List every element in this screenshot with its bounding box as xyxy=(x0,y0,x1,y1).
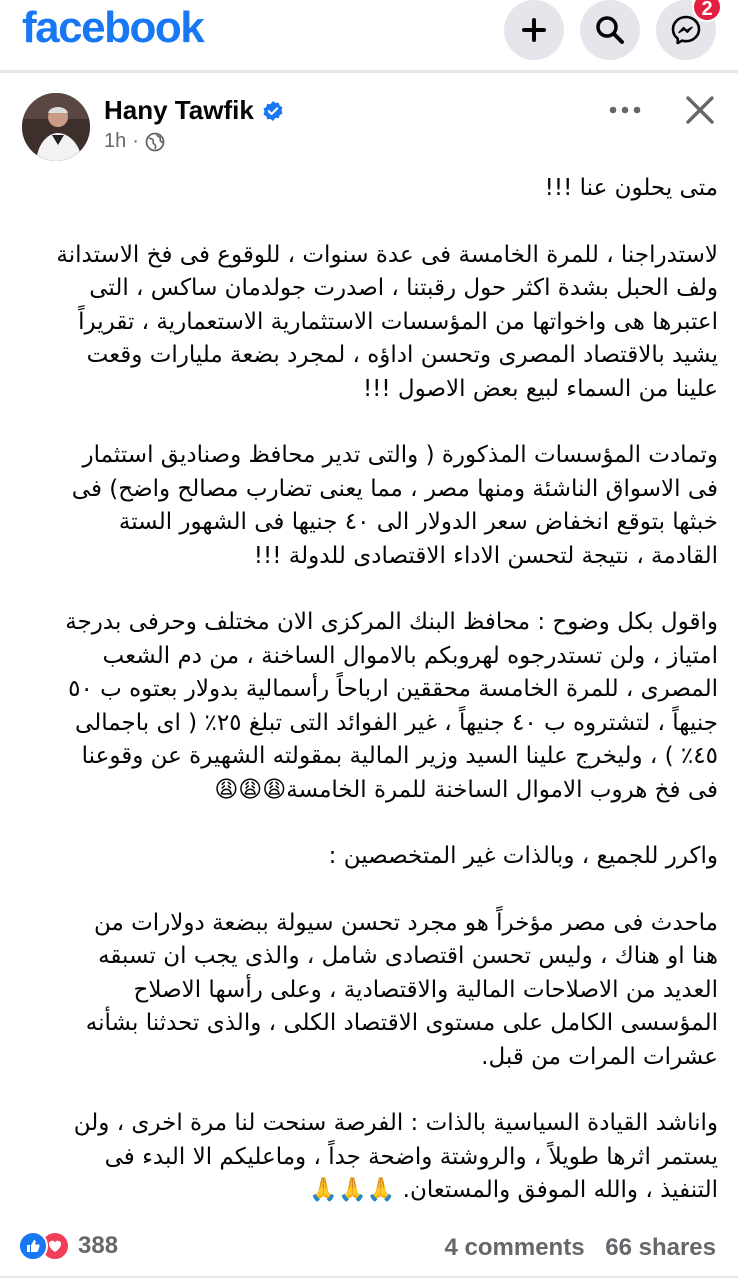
globe-icon xyxy=(145,132,165,152)
author-name[interactable]: Hany Tawfik xyxy=(104,95,254,125)
post-stats xyxy=(431,1234,717,1262)
reactions-summary[interactable] xyxy=(18,1231,118,1261)
avatar[interactable] xyxy=(22,93,90,161)
verified-icon xyxy=(262,100,284,122)
messenger-badge: 2 xyxy=(692,0,722,22)
post-paragraph: واقول بكل وضوح : محافظ البنك المركزى الان مختلف وحرفى بدرجة امتياز ، ولن تستدرجوه لهروبكم بالاموال الساخنة ، من دم الشعب المصرى ، للمرة الخامسة محققين ارباحاً رأسمالية بدولار بعتوه ب ٥٠ جنيهاً ، لتشتروه ب ٤٠ جنيهاً ، غير الفوائد التى تبلغ ٢٥٪ ( اى باجمالى ٤٥٪ ) ، وليخرج علينا السيد وزير المالية بمقولته الشهيرة عن وقوعنا فى فخ هروب الاموال الساخنة للمرة الخامسة😩😩😩 xyxy=(65,609,718,803)
header-divider xyxy=(0,70,738,73)
plus-icon xyxy=(520,16,548,44)
post-time[interactable]: 1h xyxy=(104,130,127,152)
reaction-count[interactable]: 388 xyxy=(78,1232,119,1259)
post-meta xyxy=(104,130,165,153)
search-icon xyxy=(595,15,625,45)
post-paragraph: متى يحلون عنا !!! xyxy=(544,175,718,201)
post-paragraph: وتمادت المؤسسات المذكورة ( والتى تدير محافظ وصناديق استثمار فى الاسواق الناشئة ومنها مصر ، مما يعنى تضارب مصالح واضح) فى خبثها بتوقع انخفاض سعر الدولار الى ٤٠ جنيها فى الشهور الستة القادمة ، نتيجة لتحسن الاداء الاقتصادى للدولة !!! xyxy=(71,442,718,569)
facebook-logo[interactable]: facebook xyxy=(22,3,204,52)
post-paragraph: واناشد القيادة السياسية بالذات : الفرصة سنحت لنا مرة اخرى ، ولن يستمر اثرها طويلاً ، والروشتة واضحة جداً ، وماعليكم الا البدء فى التنفيذ ، والله الموفق والمستعان. 🙏🙏🙏 xyxy=(73,1110,718,1203)
meta-separator: · xyxy=(132,130,139,152)
post-footer xyxy=(0,1228,738,1268)
comments-count[interactable]: 4 comments xyxy=(444,1234,585,1261)
post-paragraph: ماحدث فى مصر مؤخراً هو مجرد تحسن سيولة ببضعة دولارات من هنا او هناك ، وليس تحسن اقتصادى شامل ، والذى يجب ان تسبقه العديد من الاصلاحات المالية والاقتصادية ، وعلى رأسها الاصلاح المؤسسى الكامل على مستوى الاقتصاد الكلى ، والذى تحدثنا بشأنه عشرات المرات من قبل. xyxy=(85,909,718,1070)
post-body xyxy=(22,172,718,1241)
close-icon[interactable] xyxy=(684,94,716,126)
create-button[interactable] xyxy=(504,0,564,60)
footer-divider xyxy=(0,1276,738,1278)
post-paragraph: لاستدراجنا ، للمرة الخامسة فى عدة سنوات ، للوقوع فى فخ الاستدانة ولف الحبل بشدة اكثر حول رقبتنا ، اصدرت جولدمان ساكس ، التى اعتبرها هى واخواتها من المؤسسات الاستثمارية الاستعمارية ، تقريراً يشيد بالاقتصاد المصرى وتحسن اداؤه ، لمجرد بضعة مليارات وقعت علينا من السماء لبيع بعض الاصول !!! xyxy=(56,241,718,402)
post-author[interactable] xyxy=(104,95,284,126)
shares-count[interactable]: 66 shares xyxy=(605,1234,716,1261)
search-button[interactable] xyxy=(580,0,640,60)
avatar-image xyxy=(22,93,90,161)
top-bar xyxy=(0,0,738,58)
post-paragraph: واكرر للجميع ، وبالذات غير المتخصصين : xyxy=(328,843,718,869)
like-icon xyxy=(18,1231,48,1261)
more-icon[interactable] xyxy=(608,100,642,120)
